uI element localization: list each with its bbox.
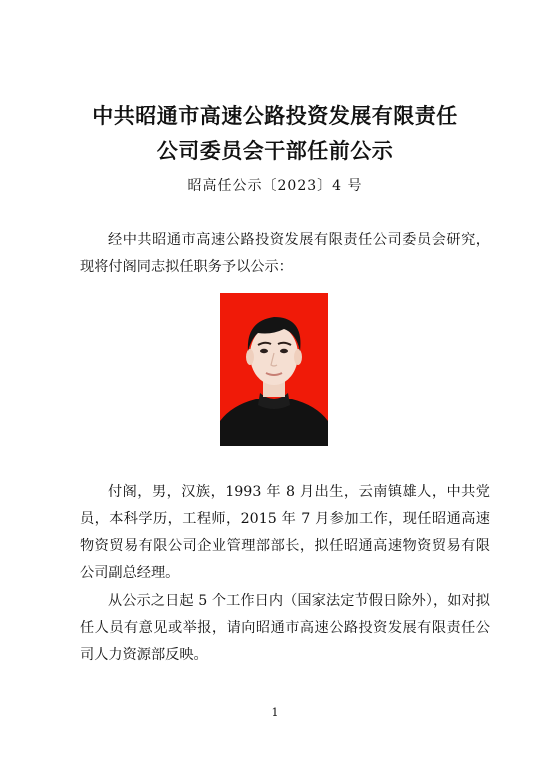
page-number: 1 bbox=[271, 706, 279, 719]
document-number: 昭高任公示〔2023〕4 号 bbox=[187, 178, 363, 194]
notice-paragraph: 从公示之日起 5 个工作日内（国家法定节假日除外），如对拟任人员有意见或举报，请向昭通市高速公路投资发展有限责任公司人力资源部反映。 bbox=[80, 593, 490, 663]
intro-paragraph: 经中共昭通市高速公路投资发展有限责任公司委员会研究，现将付阁同志拟任职务予以公示： bbox=[80, 232, 490, 275]
portrait-photo bbox=[220, 293, 328, 446]
document-title-line1: 中共昭通市高速公路投资发展有限责任 bbox=[92, 103, 458, 128]
document-title-line2: 公司委员会干部任前公示 bbox=[156, 138, 394, 163]
bio-paragraph: 付阁，男，汉族，1993 年 8 月出生，云南镇雄人，中共党员，本科学历，工程师，2015 年 7 月参加工作，现任昭通高速物资贸易有限公司企业管理部部长，拟任昭通高速物资贸易有限公司副总经理。 bbox=[80, 484, 490, 581]
